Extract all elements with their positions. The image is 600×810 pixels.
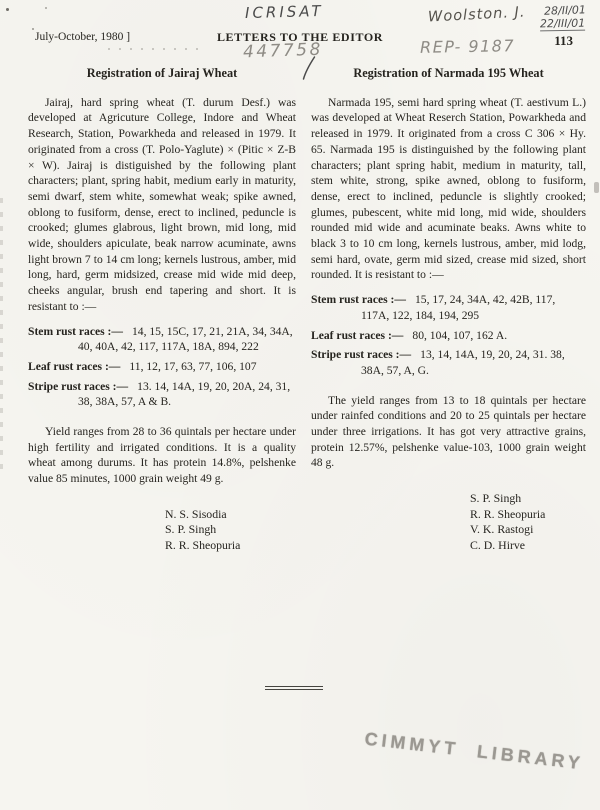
library-stamp: CIMMYT LIBRARY [363, 728, 585, 774]
right-article-paragraph-1: Narmada 195, semi hard spring wheat (T. aestivum L.) was developed at Wheat Reserch Station, Powarkheda and released in 1979. It originated from a cross C 306 × Hy. 65. Narmada 195 is distinguished by the following plant characters; plant spring habit, medium in maturity, tall, stem white, strong, spike awned, oblong to fusiform, dense, erect to inclined, peduncle is slightly crooked; glumes, pubescent, white mid long, mid wide, shoulders rounded mid wide and acuminate beaks. Awns white to black 3 to 10 cm long, kernels lustrous, amber, mid lodg, semi hard, ovate, germ mid sized, crease mid sized, short rounded. It is resistant to :— [311, 95, 586, 282]
left-rust-races-list [28, 324, 296, 411]
handwritten-librarian-name: Woolston. J. [427, 4, 526, 26]
page-number: 113 [554, 33, 573, 48]
left-article [28, 66, 296, 553]
left-article-authors [28, 507, 296, 554]
author-name: S. P. Singh [470, 491, 522, 506]
stem-rust-races-label: Stem rust races :— [28, 324, 123, 338]
right-stem-rust-races-row [311, 292, 586, 323]
handwritten-icrisat-note: ICRISAT [244, 1, 324, 23]
stripe-rust-races-label: Stripe rust races :— [311, 348, 412, 362]
left-leaf-rust-races-row [28, 359, 296, 375]
stem-rust-races-values: 14, 15, 15C, 17, 21, 21A, 34, 34A, 40, 40A, 42, 117, 117A, 18A, 894, 222 [78, 324, 293, 354]
scan-gutter-artifact [0, 198, 3, 470]
author-name: R. R. Sheopuria [165, 537, 241, 552]
stripe-rust-races-label: Stripe rust races :— [28, 379, 129, 393]
left-article-title: Registration of Jairaj Wheat [86, 66, 238, 80]
pencil-smudge [108, 48, 204, 50]
author-name: N. S. Sisodia [165, 506, 227, 521]
leaf-rust-races-values: 80, 104, 107, 162 A. [412, 328, 508, 342]
right-article [311, 66, 586, 553]
right-article-authors [311, 491, 586, 553]
author-name: C. D. Hirve [470, 537, 526, 552]
handwritten-date-1: 28/II/01 [543, 3, 587, 18]
right-stripe-rust-races-row [311, 347, 586, 378]
left-stripe-rust-races-row [28, 379, 296, 410]
handwritten-date-2: 22/III/01 [539, 16, 586, 31]
right-leaf-rust-races-row [311, 328, 586, 344]
handwritten-accession-number: 447758 [242, 39, 324, 63]
leaf-rust-races-label: Leaf rust races :— [28, 359, 121, 373]
left-article-paragraph-1: Jairaj, hard spring wheat (T. durum Desf.) was developed at Agricuture College, Indore and Wheat Research, Station, Powarkheda and released in 1979. It originated from a cross (T. Polo-Yaglute) × (Pitic × Z-B × W). Jairaj is distiguished by the following plant characters; plant, spring habit, medium early in maturity, semi dwarf, stem white, somewhat weak; spike awned, oblong to fusiform, dense, erect to inclined, peduncle is crooked; glumes glabrous, light brown, mid long, mid wide, shoulders apiculate, beak narrow acuminate, awns light brown 7 to 14 cm long; kernels lustrous, amber, mid long, hard, germ midsized, crease mid wide mid deep, cheeks angular, brush end tapering and short. It is resistant to :— [28, 95, 296, 313]
author-name: V. K. Rastogi [470, 522, 534, 537]
section-divider-rule [265, 686, 323, 690]
left-article-paragraph-2: Yield ranges from 28 to 36 quintals per hectare under high fertility and irrigated conditions. It is a quality wheat among durums. It has protein 14.8%, pelshenke value 85 minutes, 1000 grain weight 49 g. [28, 425, 296, 486]
scan-speck [45, 7, 47, 9]
stripe-rust-races-values: 13, 14, 14A, 19, 20, 24, 31. 38, 38A, 57, A, G. [361, 348, 565, 377]
right-article-paragraph-2: The yield ranges from 13 to 18 quintals per hectare under rainfed conditions and 20 to 25 quintals per hectare under three irrigations. It has got very attractive grains, protein 12.57%, pelshenke value-103, 1000 grain weight 48 g. [311, 393, 586, 470]
right-article-title: Registration of Narmada 195 Wheat [353, 66, 544, 80]
scan-speck [32, 28, 34, 30]
leaf-rust-races-values: 11, 12, 17, 63, 77, 106, 107 [129, 359, 257, 373]
stem-rust-races-values: 15, 17, 24, 34A, 42, 42B, 117, 117A, 122, 184, 194, 295 [361, 293, 556, 322]
leaf-rust-races-label: Leaf rust races :— [311, 328, 404, 342]
page-header-title: LETTERS TO THE EDITOR [216, 30, 384, 44]
right-rust-races-list [311, 292, 586, 379]
author-name: S. P. Singh [165, 522, 217, 537]
left-stem-rust-races-row [28, 324, 296, 355]
scan-speck [6, 8, 9, 11]
handwritten-rep-number: REP- 9187 [419, 36, 516, 57]
author-name: R. R. Sheopuria [470, 506, 546, 521]
stem-rust-races-label: Stem rust races :— [311, 293, 406, 307]
stripe-rust-races-values: 13. 14, 14A, 19, 20, 20A, 24, 31, 38, 38A, 57, A & B. [78, 379, 291, 409]
scan-edge-mark [594, 182, 599, 193]
journal-issue-date: July-October, 1980 ] [35, 31, 131, 43]
